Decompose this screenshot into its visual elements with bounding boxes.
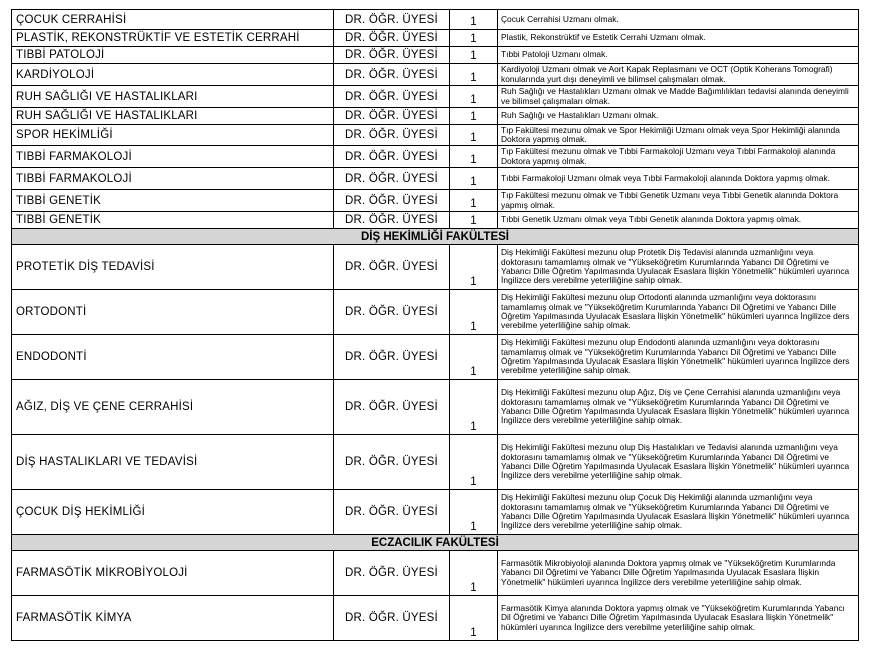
department-cell: SPOR HEKİMLİĞİ (12, 125, 334, 146)
department-cell: ÇOCUK CERRAHİSİ (12, 10, 334, 30)
table-row (12, 190, 859, 212)
count-cell: 1 (450, 290, 498, 335)
count-cell: 1 (450, 125, 498, 146)
title-cell: DR. ÖĞR. ÜYESİ (334, 10, 450, 30)
condition-cell: Tıp Fakültesi mezunu olmak ve Tıbbi Farmakoloji Uzmanı veya Tıbbi Farmakoloji alanında Doktora yapmış olmak. (498, 146, 859, 168)
title-cell: DR. ÖĞR. ÜYESİ (334, 30, 450, 47)
count-cell: 1 (450, 212, 498, 229)
title-cell: DR. ÖĞR. ÜYESİ (334, 108, 450, 125)
condition-cell: Tıbbi Genetik Uzmanı olmak veya Tıbbi Genetik alanında Doktora yapmış olmak. (498, 212, 859, 229)
section-heading: ECZACILIK FAKÜLTESİ (12, 535, 859, 551)
count-cell: 1 (450, 86, 498, 108)
section-heading: DİŞ HEKİMLİĞİ FAKÜLTESİ (12, 229, 859, 245)
department-cell: TIBBİ FARMAKOLOJİ (12, 146, 334, 168)
condition-cell: Ruh Sağlığı ve Hastalıkları Uzmanı olmak. (498, 108, 859, 125)
department-cell: ÇOCUK DİŞ HEKİMLİĞİ (12, 490, 334, 535)
count-cell: 1 (450, 335, 498, 380)
title-cell: DR. ÖĞR. ÜYESİ (334, 125, 450, 146)
condition-cell: Diş Hekimliği Fakültesi mezunu olup Diş Hastalıkları ve Tedavisi alanında uzmanlığını veya doktorasını tamamlamış olmak ve "Yükseköğretim Kurumlarında Yabancı Dil Öğretimi ve Yabancı Dille Öğretim Yapılmasında Uyulacak Esaslara İlişkin Yönetmelik" hükümleri uyarınca İngilizce ders verebilme yeterliliğine sahip olmak. (498, 435, 859, 490)
department-cell: DİŞ HASTALIKLARI VE TEDAVİSİ (12, 435, 334, 490)
department-cell: FARMASÖTİK MİKROBİYOLOJİ (12, 551, 334, 596)
count-cell: 1 (450, 10, 498, 30)
table-row (12, 108, 859, 125)
count-cell: 1 (450, 168, 498, 190)
count-cell: 1 (450, 380, 498, 435)
count-cell: 1 (450, 146, 498, 168)
section-row (12, 535, 859, 551)
condition-cell: Farmasötik Kimya alanında Doktora yapmış olmak ve "Yükseköğretim Kurumlarında Yabancı Dil Öğretimi ve Yabancı Dille Öğretim Yapılmasında Uyulacak Esaslara İlişkin Yönetmelik" hükümleri uyarınca İngilizce ders verebilme yeterliliğine sahip olmak. (498, 596, 859, 641)
title-cell: DR. ÖĞR. ÜYESİ (334, 335, 450, 380)
condition-cell: Tıp Fakültesi mezunu olmak ve Spor Hekimliği Uzmanı olmak veya Spor Hekimliği alanında Doktora yapmış olmak. (498, 125, 859, 146)
department-cell: PROTETİK DİŞ TEDAVİSİ (12, 245, 334, 290)
table-row (12, 490, 859, 535)
title-cell: DR. ÖĞR. ÜYESİ (334, 212, 450, 229)
table-row (12, 212, 859, 229)
title-cell: DR. ÖĞR. ÜYESİ (334, 64, 450, 86)
title-cell: DR. ÖĞR. ÜYESİ (334, 146, 450, 168)
title-cell: DR. ÖĞR. ÜYESİ (334, 190, 450, 212)
table-row (12, 30, 859, 47)
condition-cell: Kardiyoloji Uzmanı olmak ve Aort Kapak Replasmanı ve OCT (Optik Koherans Tomografi) konularında yurt dışı deneyimli ve bilimsel çalışmaları olmak. (498, 64, 859, 86)
condition-cell: Ruh Sağlığı ve Hastalıkları Uzmanı olmak ve Madde Bağımlılıkları tedavisi alanında deneyimli ve bilimsel çalışmaları olmak. (498, 86, 859, 108)
condition-cell: Diş Hekimliği Fakültesi mezunu olup Ortodonti alanında uzmanlığını veya doktorasını tamamlamış olmak ve "Yükseköğretim Kurumlarında Yabancı Dil Öğretimi ve Yabancı Dille Öğretim Yapılmasında Uyulacak Esaslara İlişkin Yönetmelik" hükümleri uyarınca İngilizce ders verebilme yeterliliğine sahip olmak. (498, 290, 859, 335)
department-cell: TIBBİ PATOLOJİ (12, 47, 334, 64)
condition-cell: Farmasötik Mikrobiyoloji alanında Doktora yapmış olmak ve "Yükseköğretim Kurumlarında Yabancı Dil Öğretimi ve Yabancı Dille Öğretim Yapılmasında Uyulacak Esaslara İlişkin Yönetmelik" hükümleri uyarınca İngilizce ders verebilme yeterliliğine sahip olmak. (498, 551, 859, 596)
condition-cell: Çocuk Cerrahisi Uzmanı olmak. (498, 10, 859, 30)
title-cell: DR. ÖĞR. ÜYESİ (334, 168, 450, 190)
table-row (12, 435, 859, 490)
condition-cell: Diş Hekimliği Fakültesi mezunu olup Çocuk Diş Hekimliği alanında uzmanlığını veya doktorasını tamamlamış olmak ve "Yükseköğretim Kurumlarında Yabancı Dil Öğretimi ve Yabancı Dille Öğretim Yapılmasında Uyulacak Esaslara İlişkin Yönetmelik" hükümleri uyarınca İngilizce ders verebilme yeterliliğine sahip olmak. (498, 490, 859, 535)
table-row (12, 125, 859, 146)
title-cell: DR. ÖĞR. ÜYESİ (334, 290, 450, 335)
count-cell: 1 (450, 108, 498, 125)
department-cell: FARMASÖTİK KİMYA (12, 596, 334, 641)
department-cell: TIBBİ GENETİK (12, 190, 334, 212)
count-cell: 1 (450, 551, 498, 596)
count-cell: 1 (450, 490, 498, 535)
title-cell: DR. ÖĞR. ÜYESİ (334, 551, 450, 596)
table-row (12, 335, 859, 380)
count-cell: 1 (450, 30, 498, 47)
condition-cell: Diş Hekimliği Fakültesi mezunu olup Ağız, Diş ve Çene Cerrahisi alanında uzmanlığını veya doktorasını tamamlamış olmak ve "Yükseköğretim Kurumlarında Yabancı Dil Öğretimi ve Yabancı Dille Öğretim Yapılmasında Uyulacak Esaslara İlişkin Yönetmelik" hükümleri uyarınca İngilizce ders verebilme yeterliliğine sahip olmak. (498, 380, 859, 435)
table-row (12, 596, 859, 641)
count-cell: 1 (450, 190, 498, 212)
department-cell: AĞIZ, DİŞ VE ÇENE CERRAHİSİ (12, 380, 334, 435)
table-row (12, 86, 859, 108)
table-row (12, 146, 859, 168)
condition-cell: Tıp Fakültesi mezunu olmak ve Tıbbi Genetik Uzmanı veya Tıbbi Genetik alanında Doktora yapmış olmak. (498, 190, 859, 212)
condition-cell: Tıbbi Farmakoloji Uzmanı olmak veya Tıbbi Farmakoloji alanında Doktora yapmış olmak. (498, 168, 859, 190)
count-cell: 1 (450, 596, 498, 641)
condition-cell: Diş Hekimliği Fakültesi mezunu olup Protetik Diş Tedavisi alanında uzmanlığını veya doktorasını tamamlamış olmak ve "Yükseköğretim Kurumlarında Yabancı Dil Öğretimi ve Yabancı Dille Öğretim Yapılmasında Uyulacak Esaslara İlişkin Yönetmelik" hükümleri uyarınca İngilizce ders verebilme yeterliliğine sahip olmak. (498, 245, 859, 290)
condition-cell: Diş Hekimliği Fakültesi mezunu olup Endodonti alanında uzmanlığını veya doktorasını tamamlamış olmak ve "Yükseköğretim Kurumlarında Yabancı Dil Öğretimi ve Yabancı Dille Öğretim Yapılmasında Uyulacak Esaslara İlişkin Yönetmelik" hükümleri uyarınca İngilizce ders verebilme yeterliliğine sahip olmak. (498, 335, 859, 380)
positions-table-body (12, 10, 859, 641)
department-cell: TIBBİ GENETİK (12, 212, 334, 229)
table-row (12, 47, 859, 64)
count-cell: 1 (450, 47, 498, 64)
positions-table (11, 9, 859, 641)
department-cell: ORTODONTİ (12, 290, 334, 335)
table-row (12, 64, 859, 86)
department-cell: RUH SAĞLIĞI VE HASTALIKLARI (12, 108, 334, 125)
title-cell: DR. ÖĞR. ÜYESİ (334, 47, 450, 64)
title-cell: DR. ÖĞR. ÜYESİ (334, 380, 450, 435)
department-cell: PLASTİK, REKONSTRÜKTİF VE ESTETİK CERRAHİ (12, 30, 334, 47)
count-cell: 1 (450, 435, 498, 490)
title-cell: DR. ÖĞR. ÜYESİ (334, 435, 450, 490)
department-cell: TIBBİ FARMAKOLOJİ (12, 168, 334, 190)
table-row (12, 290, 859, 335)
title-cell: DR. ÖĞR. ÜYESİ (334, 86, 450, 108)
table-row (12, 245, 859, 290)
title-cell: DR. ÖĞR. ÜYESİ (334, 596, 450, 641)
table-row (12, 168, 859, 190)
count-cell: 1 (450, 64, 498, 86)
condition-cell: Tıbbi Patoloji Uzmanı olmak. (498, 47, 859, 64)
department-cell: KARDİYOLOJİ (12, 64, 334, 86)
section-row (12, 229, 859, 245)
title-cell: DR. ÖĞR. ÜYESİ (334, 490, 450, 535)
department-cell: ENDODONTİ (12, 335, 334, 380)
condition-cell: Plastik, Rekonstrüktif ve Estetik Cerrahi Uzmanı olmak. (498, 30, 859, 47)
count-cell: 1 (450, 245, 498, 290)
table-row (12, 380, 859, 435)
department-cell: RUH SAĞLIĞI VE HASTALIKLARI (12, 86, 334, 108)
table-row (12, 10, 859, 30)
table-row (12, 551, 859, 596)
title-cell: DR. ÖĞR. ÜYESİ (334, 245, 450, 290)
